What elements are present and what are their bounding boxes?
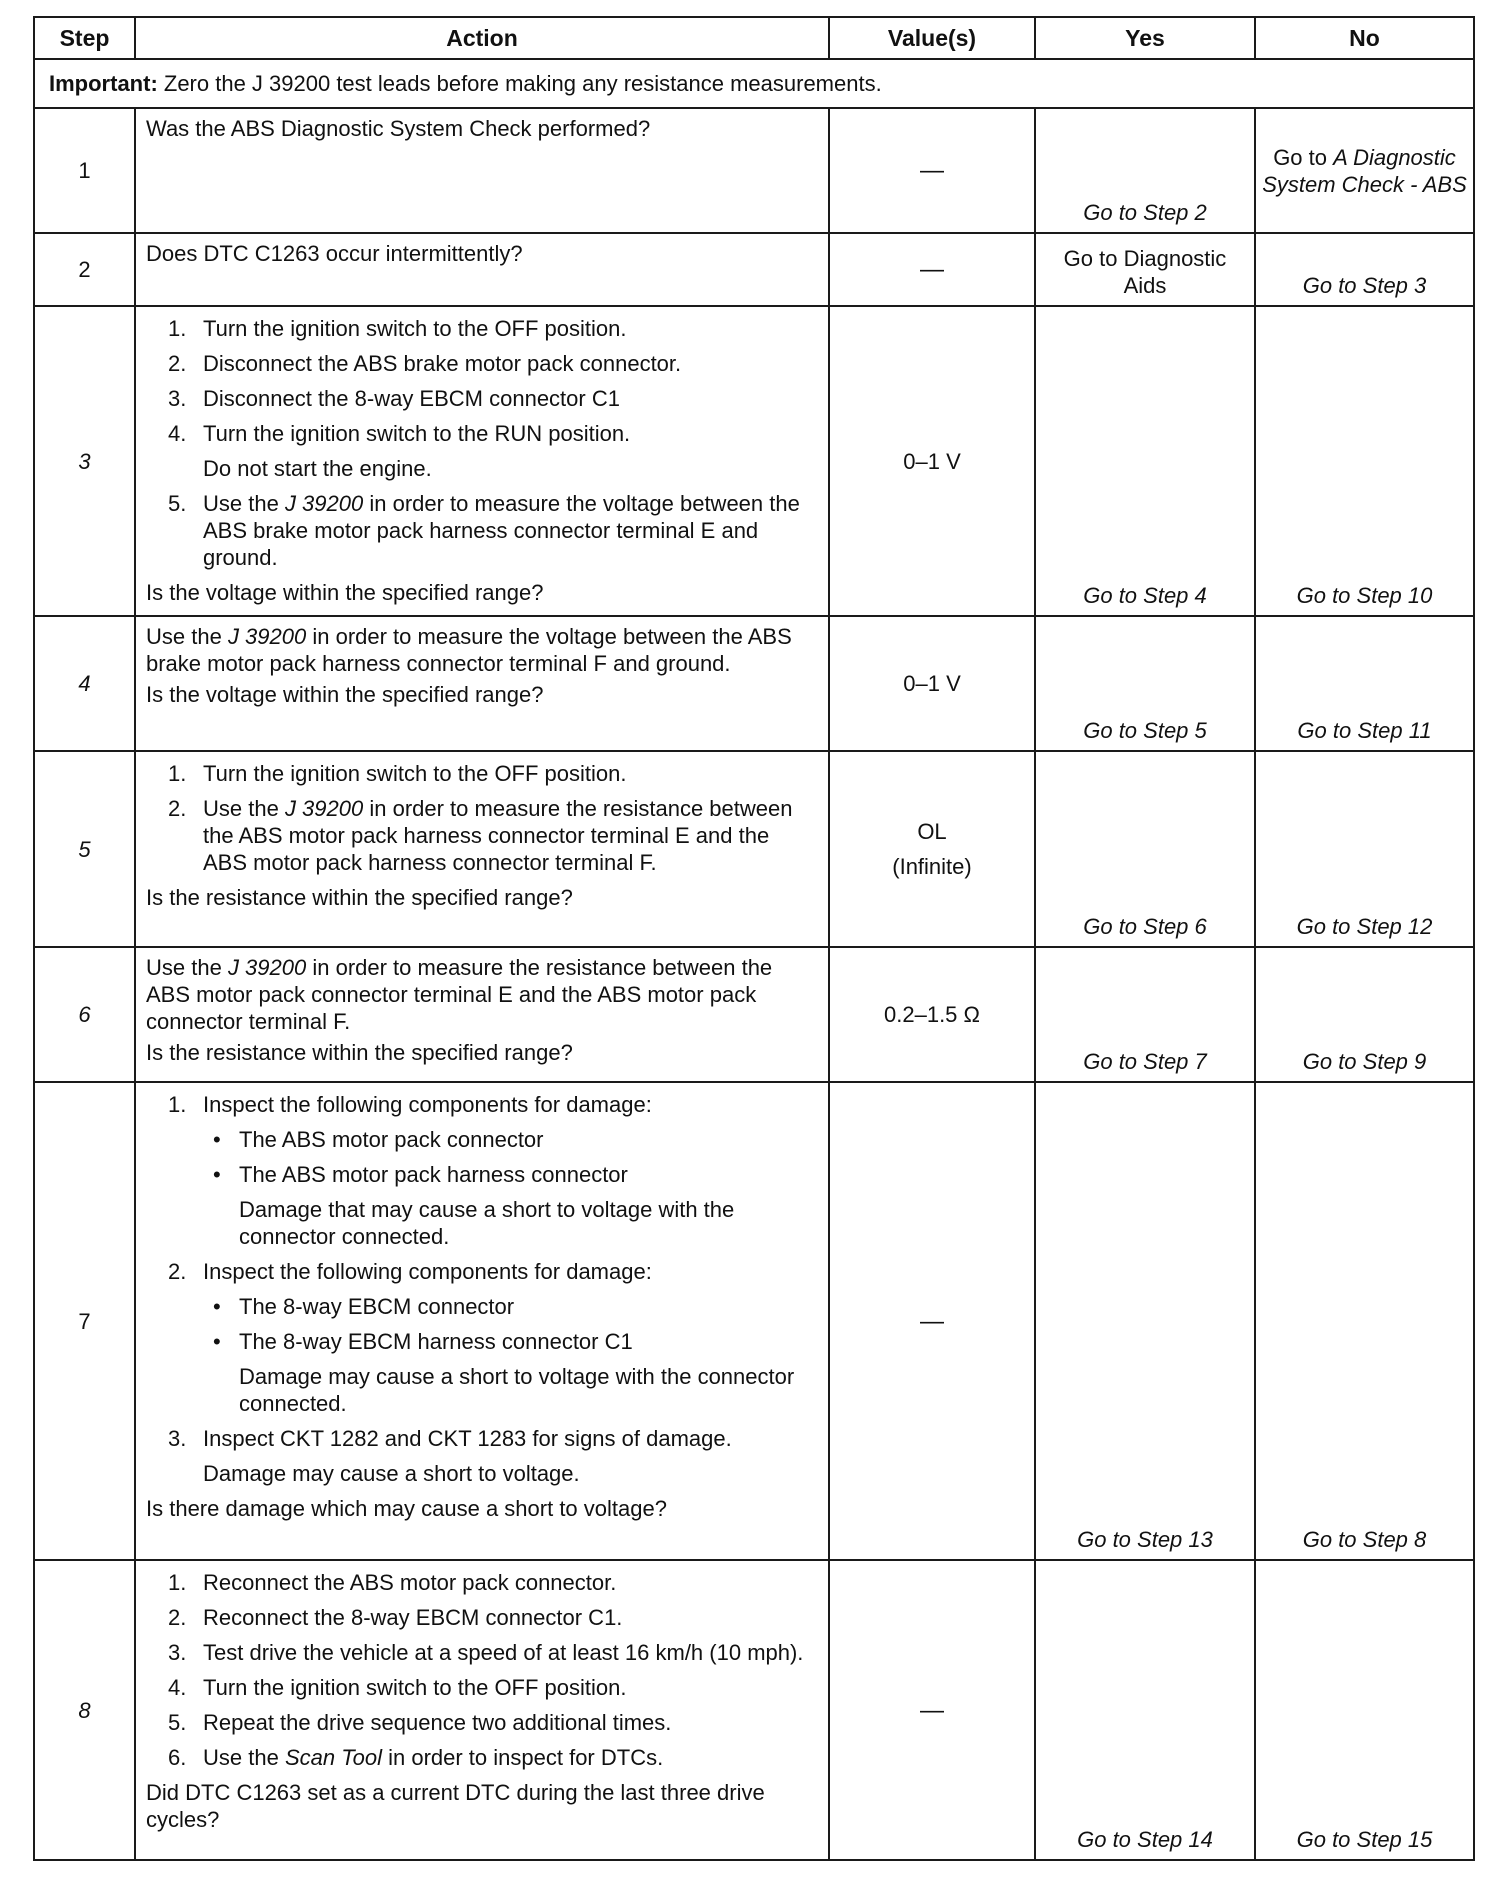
- action-step-text: Turn the ignition switch to the RUN position.: [203, 421, 631, 446]
- table-row: [34, 108, 1474, 233]
- tool-name: Scan Tool: [284, 1745, 382, 1770]
- component-text: The ABS motor pack connector: [239, 1127, 544, 1152]
- yes-goto[interactable]: Go to Step 6: [1083, 914, 1207, 939]
- value-text: 0–1 V: [903, 671, 961, 696]
- action-step-text: Reconnect the ABS motor pack connector.: [203, 1570, 617, 1595]
- yes-cell: [1035, 751, 1255, 947]
- value-dash: —: [920, 1307, 944, 1335]
- action-question: Does DTC C1263 occur intermittently?: [146, 241, 523, 266]
- step-number: 3: [34, 306, 135, 616]
- action-text: [146, 954, 818, 1035]
- action-step-text: Turn the ignition switch to the OFF position.: [203, 1675, 627, 1700]
- action-step-text: Inspect CKT 1282 and CKT 1283 for signs of damage.: [203, 1426, 732, 1451]
- action-step: 3. Inspect CKT 1282 and CKT 1283 for signs of damage. Damage may cause a short to voltage.: [146, 1425, 818, 1487]
- action-step-text: Reconnect the 8-way EBCM connector C1.: [203, 1605, 623, 1630]
- no-cell: [1255, 108, 1474, 233]
- action-question: Is the voltage within the specified range?: [146, 580, 544, 605]
- action-step: 2. Inspect the following components for damage: • The 8-way EBCM connector • The 8-way EBCM harness connector C1 Damage may cause a short to voltage with the connector connected.: [146, 1258, 818, 1417]
- value-dash: —: [920, 157, 944, 184]
- action-step-note: Damage that may cause a short to voltage with the connector connected.: [239, 1197, 735, 1249]
- tool-name: J 39200: [227, 624, 307, 649]
- action-step: 2. Use the J 39200 in order to measure the resistance between the ABS motor pack harness connector terminal E and the ABS motor pack harness connector terminal F.: [168, 796, 793, 875]
- action-cell: [135, 233, 829, 306]
- action-step-text: in order to inspect for DTCs.: [381, 1745, 664, 1770]
- action-text-part: in order to measure the resistance between the ABS motor pack connector terminal E and the ABS motor pack connector terminal F.: [146, 955, 773, 1034]
- action-steps: [146, 1091, 818, 1487]
- no-cell: [1255, 751, 1474, 947]
- action-step-note: Do not start the engine.: [203, 456, 432, 481]
- table-row: [34, 1082, 1474, 1560]
- yes-cell: [1035, 947, 1255, 1082]
- yes-goto[interactable]: Go to Step 4: [1083, 583, 1207, 608]
- action-step-text: Use the: [203, 491, 285, 516]
- action-question: Is the resistance within the specified range?: [146, 1040, 573, 1065]
- action-step-text: Use the: [203, 1745, 285, 1770]
- value-cell: [829, 751, 1035, 947]
- action-step-text: Use the: [203, 796, 285, 821]
- yes-cell: [1035, 1560, 1255, 1860]
- component-list: [203, 1293, 818, 1355]
- yes-goto[interactable]: Go to Step 5: [1083, 718, 1207, 743]
- action-text-part: in order to measure the voltage between the ABS brake motor pack harness connector terminal F and ground.: [146, 624, 792, 676]
- yes-goto[interactable]: Go to Step 2: [1083, 200, 1207, 225]
- action-text-part: Use the: [146, 624, 228, 649]
- action-cell: [135, 108, 829, 233]
- component-text: The 8-way EBCM connector: [239, 1294, 515, 1319]
- action-step-note: Damage may cause a short to voltage with the connector connected.: [239, 1364, 795, 1416]
- yes-cell: [1035, 306, 1255, 616]
- value-dash: —: [920, 256, 944, 283]
- action-step-text: Repeat the drive sequence two additional times.: [203, 1710, 672, 1735]
- action-question: Is the voltage within the specified range?: [146, 682, 544, 707]
- action-step-note: Damage may cause a short to voltage.: [203, 1461, 580, 1486]
- action-step: 4. Turn the ignition switch to the OFF position.: [168, 1675, 627, 1700]
- no-cell: [1255, 1560, 1474, 1860]
- action-step-text: Disconnect the ABS brake motor pack connector.: [203, 351, 682, 376]
- yes-goto[interactable]: Go to Step 13: [1077, 1527, 1213, 1552]
- no-goto-prefix: Go to: [1273, 144, 1334, 170]
- header-yes: Yes: [1035, 17, 1255, 59]
- step-number: 5: [34, 751, 135, 947]
- action-cell: [135, 947, 829, 1082]
- no-goto[interactable]: Go to Step 15: [1296, 1827, 1433, 1852]
- action-text: [146, 623, 818, 677]
- diagnostic-table: [33, 16, 1475, 1861]
- action-step: 4. Turn the ignition switch to the RUN position. Do not start the engine.: [146, 420, 818, 482]
- no-cell: [1255, 233, 1474, 306]
- value-text: OL: [917, 819, 947, 844]
- tool-name: J 39200: [284, 491, 364, 516]
- yes-goto[interactable]: Go to Step 7: [1083, 1049, 1207, 1074]
- action-step: 6. Use the Scan Tool in order to inspect for DTCs.: [168, 1745, 664, 1770]
- step-number: 2: [34, 233, 135, 306]
- component-item: • The 8-way EBCM connector: [213, 1294, 515, 1319]
- yes-goto[interactable]: Go to Step 14: [1077, 1827, 1213, 1852]
- table-row: [34, 1560, 1474, 1860]
- action-step: 5. Repeat the drive sequence two additional times.: [168, 1710, 672, 1735]
- yes-goto[interactable]: Go to Diagnostic Aids: [1063, 246, 1227, 298]
- action-cell: [135, 751, 829, 947]
- diagnostic-table-page: [33, 16, 1473, 1861]
- action-step: 1. Reconnect the ABS motor pack connector.: [168, 1570, 617, 1595]
- component-text: The 8-way EBCM harness connector C1: [239, 1329, 633, 1354]
- action-question: Was the ABS Diagnostic System Check performed?: [146, 116, 651, 141]
- action-step-text: Disconnect the 8-way EBCM connector C1: [203, 386, 620, 411]
- value-dash: —: [920, 1696, 944, 1724]
- step-number: 8: [34, 1560, 135, 1860]
- action-cell: [135, 1560, 829, 1860]
- value-text-note: (Infinite): [892, 854, 972, 879]
- action-step: 3. Disconnect the 8-way EBCM connector C1: [168, 386, 620, 411]
- no-goto[interactable]: Go to Step 8: [1302, 1527, 1427, 1552]
- no-goto[interactable]: Go to Step 3: [1302, 273, 1427, 298]
- tool-name: J 39200: [284, 796, 364, 821]
- no-cell: [1255, 616, 1474, 751]
- component-text: The ABS motor pack harness connector: [239, 1162, 628, 1187]
- action-step: 3. Test drive the vehicle at a speed of at least 16 km/h (10 mph).: [168, 1640, 804, 1665]
- table-row: [34, 616, 1474, 751]
- yes-cell: [1035, 233, 1255, 306]
- important-row: [34, 59, 1474, 108]
- yes-cell: [1035, 108, 1255, 233]
- action-step: 2. Disconnect the ABS brake motor pack connector.: [168, 351, 682, 376]
- step-number: 4: [34, 616, 135, 751]
- action-step-text: in order to measure the resistance between the ABS motor pack harness connector terminal E and the ABS motor pack harness connector terminal F.: [203, 796, 793, 875]
- no-cell: [1255, 1082, 1474, 1560]
- action-question: Is the resistance within the specified range?: [146, 885, 573, 910]
- action-question: Did DTC C1263 set as a current DTC during the last three drive cycles?: [146, 1780, 765, 1832]
- action-step-text: Test drive the vehicle at a speed of at least 16 km/h (10 mph).: [203, 1640, 804, 1665]
- yes-cell: [1035, 1082, 1255, 1560]
- component-list: [203, 1126, 818, 1188]
- value-text: 0–1 V: [903, 448, 961, 474]
- no-cell: [1255, 306, 1474, 616]
- no-goto[interactable]: Go to Step 11: [1297, 718, 1432, 743]
- header-action: Action: [135, 17, 829, 59]
- action-step: 1. Inspect the following components for damage: • The ABS motor pack connector • The ABS motor pack harness connector Damage that may cause a short to voltage with the connector connected.: [146, 1091, 818, 1250]
- no-goto[interactable]: Go to Step 9: [1302, 1049, 1427, 1074]
- important-label: Important:: [49, 71, 158, 96]
- step-number: 7: [34, 1082, 135, 1560]
- important-text: Zero the J 39200 test leads before making any resistance measurements.: [157, 71, 882, 96]
- action-step: 5. Use the J 39200 in order to measure the voltage between the ABS brake motor pack harness connector terminal E and ground.: [168, 491, 800, 570]
- table-row: [34, 751, 1474, 947]
- no-goto[interactable]: Go to Step 12: [1296, 914, 1433, 939]
- action-step-text: Inspect the following components for damage:: [203, 1092, 652, 1117]
- table-row: [34, 233, 1474, 306]
- action-cell: [135, 616, 829, 751]
- action-cell: [135, 306, 829, 616]
- table-row: [34, 947, 1474, 1082]
- value-cell: [829, 616, 1035, 751]
- value-text: 0.2–1.5 Ω: [884, 1002, 980, 1027]
- action-step-text: Turn the ignition switch to the OFF position.: [203, 761, 627, 786]
- no-goto-link[interactable]: A Diagnostic System Check - ABS: [1262, 144, 1467, 197]
- yes-cell: [1035, 616, 1255, 751]
- action-text-part: Use the: [146, 955, 228, 980]
- step-number: 1: [34, 108, 135, 233]
- header-no: No: [1255, 17, 1474, 59]
- action-question: Is there damage which may cause a short to voltage?: [146, 1496, 667, 1521]
- action-steps: [146, 1569, 818, 1771]
- no-cell: [1255, 947, 1474, 1082]
- action-step-text: Inspect the following components for damage:: [203, 1259, 652, 1284]
- no-goto[interactable]: Go to Step 10: [1296, 583, 1433, 608]
- value-cell: [829, 1082, 1035, 1560]
- action-cell: [135, 1082, 829, 1560]
- value-cell: [829, 306, 1035, 616]
- tool-name: J 39200: [227, 955, 307, 980]
- component-item: • The 8-way EBCM harness connector C1: [213, 1329, 633, 1354]
- action-step: 1. Turn the ignition switch to the OFF position.: [168, 761, 627, 786]
- value-cell: [829, 1560, 1035, 1860]
- value-cell: [829, 233, 1035, 306]
- action-steps: [146, 315, 818, 571]
- component-item: • The ABS motor pack connector: [213, 1127, 544, 1152]
- value-cell: [829, 108, 1035, 233]
- value-cell: [829, 947, 1035, 1082]
- header-values: Value(s): [829, 17, 1035, 59]
- header-step: Step: [34, 17, 135, 59]
- step-number: 6: [34, 947, 135, 1082]
- table-row: [34, 306, 1474, 616]
- action-step-text: Turn the ignition switch to the OFF position.: [203, 316, 627, 341]
- table-header-row: [34, 17, 1474, 59]
- action-step: 2. Reconnect the 8-way EBCM connector C1.: [168, 1605, 623, 1630]
- component-item: • The ABS motor pack harness connector: [213, 1162, 628, 1187]
- action-steps: [146, 760, 818, 876]
- action-step: 1. Turn the ignition switch to the OFF position.: [168, 316, 627, 341]
- action-step-text: in order to measure the voltage between the ABS brake motor pack harness connector terminal E and ground.: [203, 491, 800, 570]
